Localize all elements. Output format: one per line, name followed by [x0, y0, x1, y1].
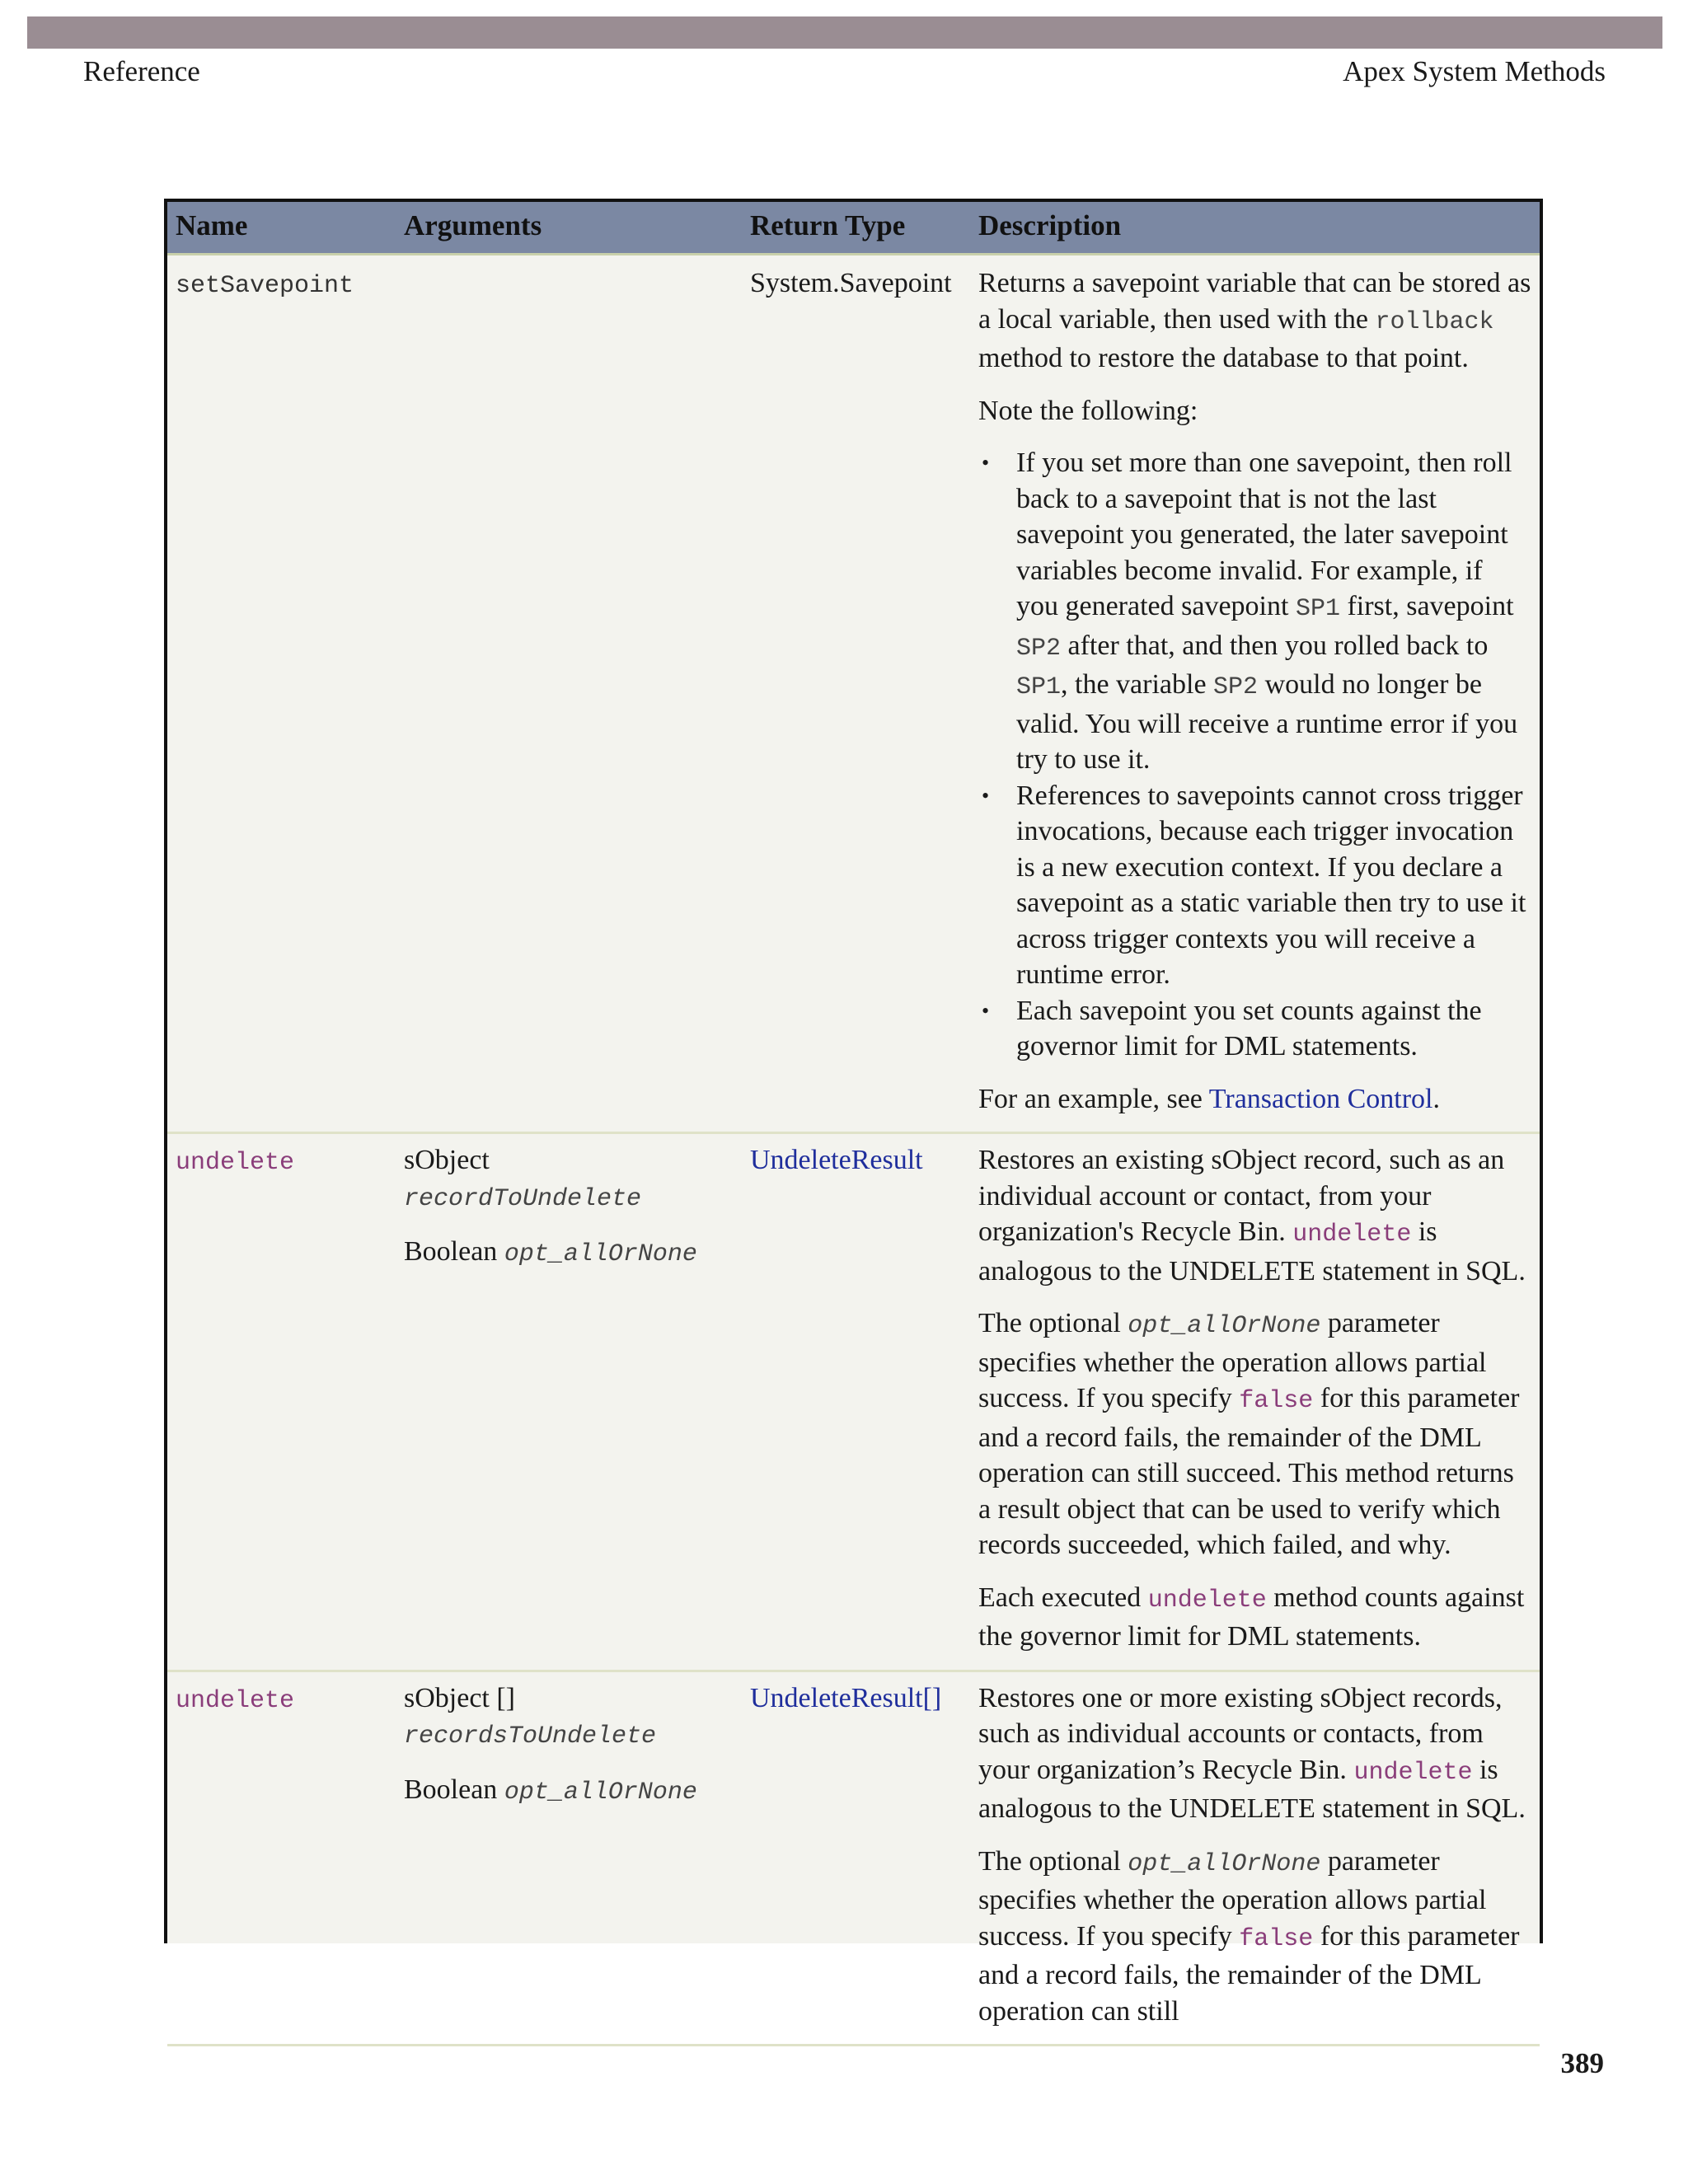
return-type-cell	[742, 255, 970, 1133]
arguments-cell	[396, 1671, 742, 2046]
description-paragraph: Returns a savepoint variable that can be stored as a local variable, then used with the rollback method to restore the database to that point.	[978, 268, 1531, 373]
column-header-description: Description	[970, 202, 1540, 255]
inline-code: undelete	[1292, 1221, 1412, 1249]
method-name-link[interactable]: undelete	[176, 1149, 295, 1177]
return-type-link[interactable]: UndeleteResult	[750, 1145, 923, 1175]
page-number: 389	[1560, 2047, 1604, 2079]
description-cell	[970, 1133, 1540, 1671]
argument: sObject [] recordsToUndelete	[404, 1682, 657, 1750]
running-header-left: Reference	[83, 55, 200, 87]
table-header-row	[167, 202, 1540, 255]
description-paragraph: Restores an existing sObject record, such as an individual account or contact, from your organization's Recycle Bin. undelete is analogous to the UNDELETE statement in SQL.	[978, 1145, 1526, 1286]
argument: Boolean opt_allOrNone	[404, 1774, 697, 1807]
method-name-cell	[167, 255, 396, 1133]
arguments-cell	[396, 1133, 742, 1671]
return-type-cell	[742, 1671, 970, 2046]
method-name-link[interactable]: undelete	[176, 1686, 295, 1715]
table-row	[167, 1671, 1540, 2046]
list-item: • Each savepoint you set counts against the governor limit for DML statements.	[1016, 993, 1531, 1065]
table-row	[167, 1133, 1540, 1671]
argument: Boolean opt_allOrNone	[404, 1236, 697, 1268]
description-paragraph: Each executed undelete method counts against the governor limit for DML statements.	[978, 1582, 1525, 1652]
return-type-link[interactable]: UndeleteResult[]	[750, 1682, 942, 1713]
transaction-control-link[interactable]: Transaction Control	[1208, 1083, 1433, 1114]
methods-table	[167, 202, 1540, 2046]
inline-code: rollback	[1375, 307, 1494, 336]
return-type-cell	[742, 1133, 970, 1671]
notes-list	[978, 445, 1531, 1065]
description-cell	[970, 1671, 1540, 2046]
column-header-return-type: Return Type	[742, 202, 970, 255]
description-paragraph: The optional opt_allOrNone parameter specifies whether the operation allows partial success. If you specify false for this parameter and a record fails, the remainder of the DML operation can still	[978, 1845, 1520, 2027]
description-cell	[970, 255, 1540, 1133]
header-bar	[27, 16, 1662, 49]
return-type: System.Savepoint	[750, 268, 952, 298]
list-item: • If you set more than one savepoint, then roll back to a savepoint that is not the last savepoint you generated, the later savepoint variables become invalid. For example, if you generated savepoint SP1 first, savepoint SP2 after that, and then you rolled back to SP1, the variable SP2 would no longer be valid. You will receive a runtime error if you try to use it.	[1016, 445, 1531, 778]
description-paragraph: The optional opt_allOrNone parameter specifies whether the operation allows partial success. If you specify false for this parameter and a record fails, the remainder of the DML operation can still succeed. This method returns a result object that can be used to verify which records succeeded, which failed, and why.	[978, 1308, 1520, 1560]
table-row	[167, 255, 1540, 1133]
inline-code: undelete	[1353, 1758, 1473, 1787]
argument: sObject recordToUndelete	[404, 1145, 642, 1213]
column-header-name: Name	[167, 202, 396, 255]
list-item: • References to savepoints cannot cross trigger invocations, because each trigger invocation is a new execution context. If you declare a savepoint as a static variable then try to use it across trigger contexts you will receive a runtime error.	[1016, 778, 1531, 993]
running-header-right: Apex System Methods	[1343, 55, 1606, 87]
methods-table-container	[164, 199, 1543, 2027]
arguments-cell	[396, 255, 742, 1133]
description-paragraph: Note the following:	[978, 395, 1198, 426]
method-name-cell	[167, 1133, 396, 1671]
column-header-arguments: Arguments	[396, 202, 742, 255]
method-name: setSavepoint	[176, 272, 354, 300]
method-name-cell	[167, 1671, 396, 2046]
description-paragraph: Restores one or more existing sObject records, such as individual accounts or contacts, from your organization’s Recycle Bin. undelete is analogous to the UNDELETE statement in SQL.	[978, 1682, 1526, 1824]
description-paragraph: For an example, see Transaction Control.	[978, 1083, 1440, 1114]
